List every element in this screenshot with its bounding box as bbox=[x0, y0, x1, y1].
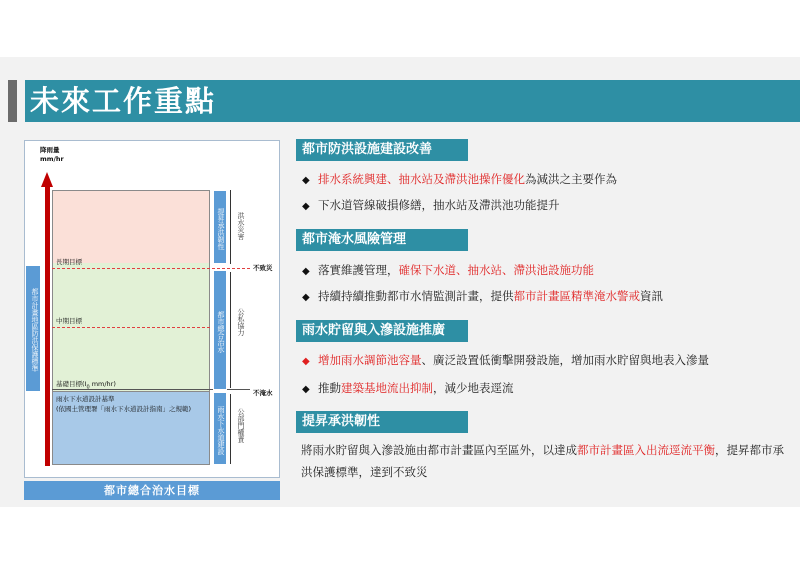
bullet-2-2: ◆ 持續持續推動都市水情監測計畫，提供都市計畫區精準淹水警戒資訊 bbox=[302, 289, 663, 303]
public-dept-label: 公部門權責 bbox=[237, 408, 245, 443]
section-heading-2: 都市淹水風險管理 bbox=[296, 229, 468, 251]
diamond-icon: ◆ bbox=[302, 266, 310, 277]
flood-disaster-label: 洪水災害 bbox=[237, 212, 245, 240]
no-disaster-label: 不致災 bbox=[253, 264, 273, 272]
title-accent-bar bbox=[8, 80, 17, 122]
y-axis-unit: mm/hr bbox=[40, 155, 64, 163]
resilience-paragraph: 將雨水貯留與入滲設施由都市計畫區內至區外，以達成都市計畫區入出流逕流平衡，提昇都市承洪保護標準，達到不致災 bbox=[301, 443, 784, 479]
total-management-box: 都市總合治水 bbox=[213, 270, 227, 390]
bullet-3-1: ◆ 增加雨水調節池容量、廣泛設置低衝擊開發設施，增加雨水貯留與地表入滲量 bbox=[302, 353, 709, 367]
diamond-icon: ◆ bbox=[302, 201, 310, 212]
resilience-box: 提昇承洪韌性 bbox=[213, 190, 227, 264]
bracket-upper bbox=[230, 190, 231, 264]
bullet-1-1: ◆ 排水系統興建、抽水站及滯洪池操作優化為減洪之主要作為 bbox=[302, 172, 617, 186]
protection-standard-box: 都市計畫地區防洪保護標準 bbox=[25, 265, 41, 392]
long-term-goal-label: 長期目標 bbox=[56, 258, 82, 266]
section-heading-1: 都市防洪設施建設改善 bbox=[296, 139, 468, 161]
rainfall-arrow bbox=[45, 186, 50, 466]
rainfall-arrow-head bbox=[41, 172, 53, 187]
y-axis-label: 降雨量 bbox=[40, 146, 60, 154]
long-term-line bbox=[52, 268, 250, 269]
no-flooding-label: 不淹水 bbox=[253, 389, 273, 397]
diamond-icon: ◆ bbox=[302, 175, 310, 186]
mid-term-line bbox=[52, 327, 210, 328]
bullet-2-1: ◆ 落實維護管理，確保下水道、抽水站、滯洪池設施功能 bbox=[302, 263, 594, 277]
diagram-caption: 都市總合治水目標 bbox=[24, 481, 280, 500]
band-flood-resilience bbox=[52, 190, 210, 263]
section-heading-3: 雨水貯留與入滲設施推廣 bbox=[296, 320, 468, 342]
sewer-construction-box: 雨水下水道建設 bbox=[213, 392, 227, 465]
bullet-1-2: ◆ 下水道管線破損修繕，抽水站及滯洪池功能提升 bbox=[302, 198, 560, 212]
design-standard-note: (依國土管理署「雨水下水道設計指南」之規範) bbox=[56, 405, 192, 413]
diamond-icon: ◆ bbox=[302, 384, 310, 395]
design-standard-label: 雨水下水道設計基準 bbox=[56, 395, 115, 403]
public-private-label: 公私協力 bbox=[237, 308, 245, 336]
diamond-icon: ◆ bbox=[302, 356, 310, 367]
mid-term-goal-label: 中期目標 bbox=[56, 317, 82, 325]
section-heading-4: 提昇承洪韌性 bbox=[296, 411, 468, 433]
bracket-lower bbox=[230, 394, 231, 464]
bracket-middle bbox=[230, 272, 231, 388]
diamond-icon: ◆ bbox=[302, 292, 310, 303]
bullet-3-2: ◆ 推動建築基地流出抑制，減少地表逕流 bbox=[302, 381, 514, 395]
base-goal-label: 基礎目標($I_0$ mm/hr) bbox=[56, 380, 116, 391]
page-title: 未來工作重點 bbox=[30, 84, 217, 118]
